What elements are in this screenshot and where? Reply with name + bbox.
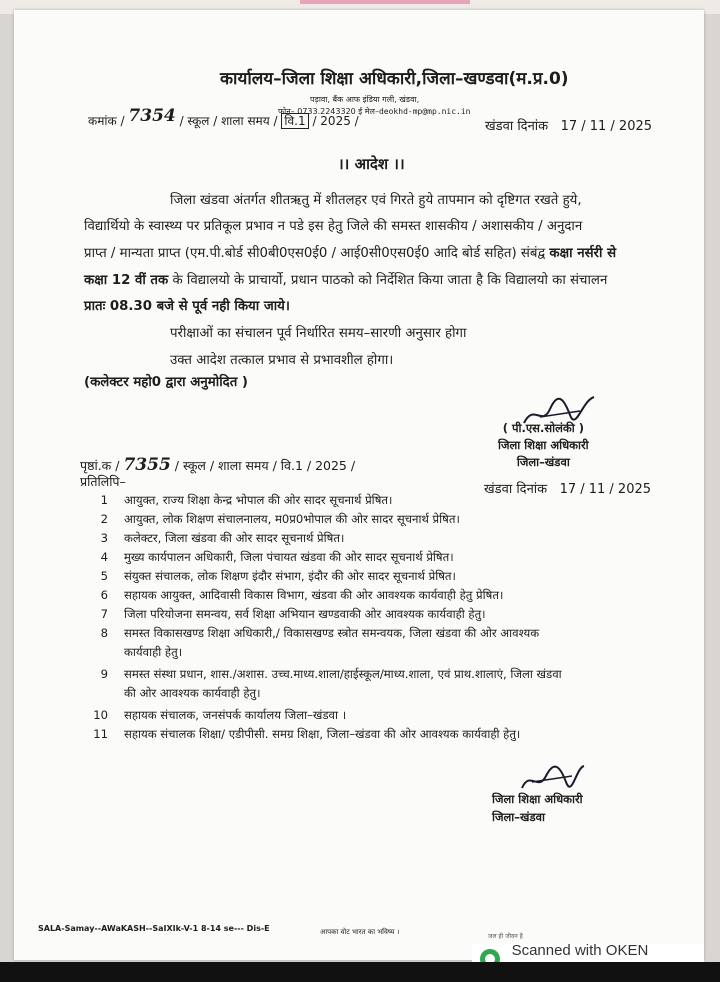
- ref-code: वि.1: [281, 113, 308, 129]
- signature-block-2: [492, 790, 583, 826]
- list-item-number: 3: [100, 531, 108, 545]
- list-item-text: संयुक्त संचालक, लोक शिक्षण इंदौर संभाग, इंदौर की ओर सादर सूचनार्थ प्रेषित।: [124, 569, 456, 583]
- list-item-number: 5: [100, 569, 108, 583]
- body-line-5: प्रातः 08.30 बजे से पूर्व नही किया जाये।: [84, 299, 290, 314]
- body-line-4-text: के विद्यालयो के प्राचार्यो, प्रधान पाठको को निर्देशित किया जाता है कि विद्यालयो का संचालन: [172, 273, 608, 288]
- ref2-suffix: / स्कूल / शाला समय / वि.1 / 2025 /: [174, 458, 356, 473]
- list-item-number: 4: [100, 550, 108, 564]
- date-value: 17 / 11 / 2025: [560, 119, 653, 134]
- footer-right-text: जल ही जीवन है: [488, 933, 523, 940]
- list-item-text: मुख्य कार्यपालन अधिकारी, जिला पंचायत खंडवा की ओर सादर सूचनार्थ प्रेषित।: [124, 550, 454, 564]
- list-item-text: सहायक संचालक शिक्षा/ एडीपीसी. समग्र शिक्षा, जिला–खंडवा की ओर आवश्यक कार्यवाही हेतु।: [124, 727, 521, 741]
- order-date: [485, 116, 652, 134]
- list-item-text: सहायक संचालक, जनसंपर्क कार्यालय जिला–खंडवा ।: [124, 708, 347, 722]
- endorsement-date: [484, 479, 651, 497]
- list-item-number: 6: [100, 588, 108, 602]
- list-item-text: आयुक्त, लोक शिक्षण संचालनालय, म0प्र0भोपाल की ओर सादर सूचनार्थ प्रेषित।: [124, 512, 460, 526]
- signatory-designation: जिला शिक्षा अधिकारी: [498, 438, 589, 452]
- contact-phone: फोन– 0733.2243320 ई मेल–: [278, 107, 379, 116]
- approval-note: (कलेक्टर महो0 द्वारा अनुमोदित ): [84, 375, 248, 390]
- list-item-text: समस्त संस्था प्रधान, शास./अशास. उच्च.माध्य.शाला/हाईस्कूल/माध्य.शाला, एवं प्राथ.शालाएं, जिला खंडवा: [124, 667, 562, 681]
- signatory2-place: जिला–खंडवा: [492, 810, 545, 824]
- list-item-text: आयुक्त, राज्य शिक्षा केन्द्र भोपाल की ओर सादर सूचनार्थ प्रेषित।: [124, 493, 393, 507]
- list-item-text: समस्त विकासखण्ड शिक्षा अधिकारी,/ विकासखण्ड स्त्रोत समन्वयक, जिला खंडवा की ओर आवश्यक: [124, 626, 540, 640]
- signature-block-1: [498, 420, 589, 471]
- endorsement-reference: [80, 455, 355, 475]
- copy-to-label: प्रतिलिपि–: [80, 474, 126, 489]
- list-item-text: सहायक आयुक्त, आदिवासी विकास विभाग, खंडवा की ओर आवश्यक कार्यवाही हेतु प्रेषित।: [124, 588, 504, 602]
- order-reference: [88, 106, 359, 130]
- list-item-text: कार्यवाही हेतु।: [124, 645, 183, 659]
- list-item-number: 10: [93, 708, 108, 722]
- list-item-text: की ओर आवश्यक कार्यवाही हेतु।: [124, 686, 261, 700]
- list-item-number: 2: [100, 512, 108, 526]
- list-item-number: 9: [100, 667, 108, 681]
- date-label: खंडवा दिनांक: [485, 119, 549, 134]
- list-item-number: 8: [100, 626, 108, 640]
- ref2-number-handwritten: 7355: [123, 455, 171, 475]
- footer-slogan: आपका वोट भारत का भविष्य ।: [320, 928, 400, 936]
- body-line-3: [84, 243, 616, 261]
- office-title: कार्यालय–जिला शिक्षा अधिकारी,जिला–खण्डवा(म.प्र.0): [220, 69, 569, 89]
- ref-suffix: / 2025 /: [312, 114, 359, 128]
- list-item-number: 7: [100, 607, 108, 621]
- ref-prefix: कमांक /: [88, 114, 125, 128]
- signatory-name: ( पी.एस.सोलंकी ): [502, 421, 584, 435]
- body-line-3-text: प्राप्त / मान्यता प्राप्त (एम.पी.बोर्ड सी0बी0एस0ई0 / आई0सी0एस0ई0 आदि बोर्ड सहित) संबंद्व: [84, 246, 546, 261]
- scanner-badge-text: Scanned with OKEN: [511, 942, 649, 959]
- signatory-place: जिला–खंडवा: [516, 455, 570, 469]
- ref-middle: / स्कूल / शाला समय /: [179, 114, 278, 128]
- body-line-2: विद्यार्थियो के स्वास्थ्य पर प्रतिकूल प्रभाव न पडे इस हेतु जिले की समस्त शासकीय / अशासकीय / अनुदान: [84, 219, 583, 234]
- body-line-1: जिला खंडवा अंतर्गत शीतऋतु में शीतलहर एवं गिरते हुये तापमान को दृष्टिगत रखते हुये,: [170, 193, 582, 208]
- date2-label: खंडवा दिनांक: [484, 482, 548, 497]
- order-heading: ।। आदेश ।।: [338, 155, 405, 173]
- list-item-text: जिला परियोजना समन्वय, सर्व शिक्षा अभियान खण्डवाकी ओर आवश्यक कार्यवाही हेतु।: [124, 607, 486, 621]
- list-item-text: कलेक्टर, जिला खंडवा की ओर सादर सूचनार्थ प्रेषित।: [124, 531, 345, 545]
- contact-email: deokhd-mp@mp.nic.in: [378, 107, 471, 116]
- body-line-6: परीक्षाओं का संचालन पूर्व निर्धारित समय–सारणी अनुसार होगा: [170, 326, 467, 341]
- office-address: पड़ावा, बैंक आफ इंडिया गली, खंडवा,: [310, 95, 420, 104]
- ref-number-handwritten: 7354: [128, 106, 176, 126]
- bottom-black-bar: [0, 962, 720, 982]
- top-accent-strip: [300, 0, 470, 4]
- date2-value: 17 / 11 / 2025: [559, 482, 652, 497]
- body-line-3-bold: कक्षा नर्सरी से: [549, 246, 617, 261]
- list-item-number: 1: [100, 493, 108, 507]
- body-line-7: उक्त आदेश तत्काल प्रभाव से प्रभावशील होगा।: [170, 353, 394, 368]
- body-line-4: [84, 270, 607, 288]
- list-item-number: 11: [93, 727, 108, 741]
- body-line-4-bold: कक्षा 12 वीं तक: [84, 273, 169, 288]
- footer-code: SALA-Samay--AWaKASH--SaIXIk-V-1 8-14 se--- Dis-E: [38, 924, 270, 933]
- signatory2-designation: जिला शिक्षा अधिकारी: [492, 792, 583, 806]
- ref2-prefix: पृष्ठां.क /: [80, 458, 120, 473]
